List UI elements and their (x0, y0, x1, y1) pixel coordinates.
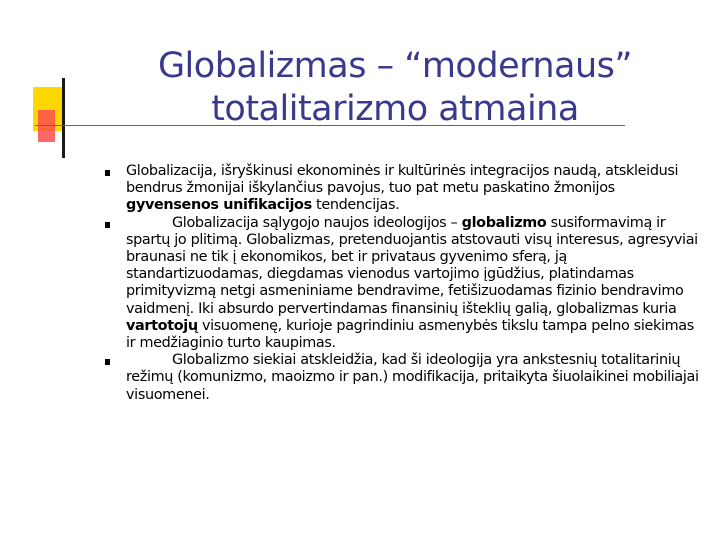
bullet-square-icon (105, 170, 110, 176)
bullet-list (105, 163, 705, 404)
decorative-vertical-line (62, 78, 65, 158)
bullet-square-icon (105, 359, 110, 365)
bullet-square-icon (105, 222, 110, 228)
bold-phrase: vartotojų (126, 317, 198, 334)
bullet-item: Globalizacija sąlygojo naujos ideologijos – globalizmo susiformavimą ir spartų jo plitimą. Globalizmas, pretenduojantis atstovauti visų interesus, agresyviai braunasi ne tik į ekonomikos, bet ir privataus gyvenimo sferą, ją standartizuodamas, diegdamas vienodus vartojimo įgūdžius, platindamas primityvizmą netgi asmeniniame bendravime, fetišizuodamas fizinio bendravimo vaidmenį. Iki absurdo pervertindamas finansinių išteklių galią, globalizmas kuria vartotojų visuomenę, kurioje pagrindiniu asmenybės tikslu tampa pelno siekimas ir medžiaginio turto kaupimas. (105, 215, 705, 353)
bold-phrase: globalizmo (461, 214, 547, 231)
bullet-item: Globalizacija, išryškinusi ekonominės ir kultūrinės integracijos naudą, atskleidusi bendrus žmonijai iškylančius pavojus, tuo pat metu paskatino žmonijos gyvensenos unifikacijos tendencijas. (105, 163, 705, 215)
title-line-1: Globalizmas – “modernaus” (157, 46, 633, 86)
title-line-2: totalitarizmo atmaina (211, 89, 579, 129)
decorative-red-square (38, 110, 55, 142)
bold-phrase: gyvensenos unifikacijos (126, 197, 312, 214)
slide-title (100, 45, 690, 131)
bullet-item: Globalizmo siekiai atskleidžia, kad ši ideologija yra ankstesnių totalitarinių režimų (komunizmo, maoizmo ir pan.) modifikacija, pritaikyta šiuolaikinei mobiliajai visuomenei. (105, 352, 705, 404)
